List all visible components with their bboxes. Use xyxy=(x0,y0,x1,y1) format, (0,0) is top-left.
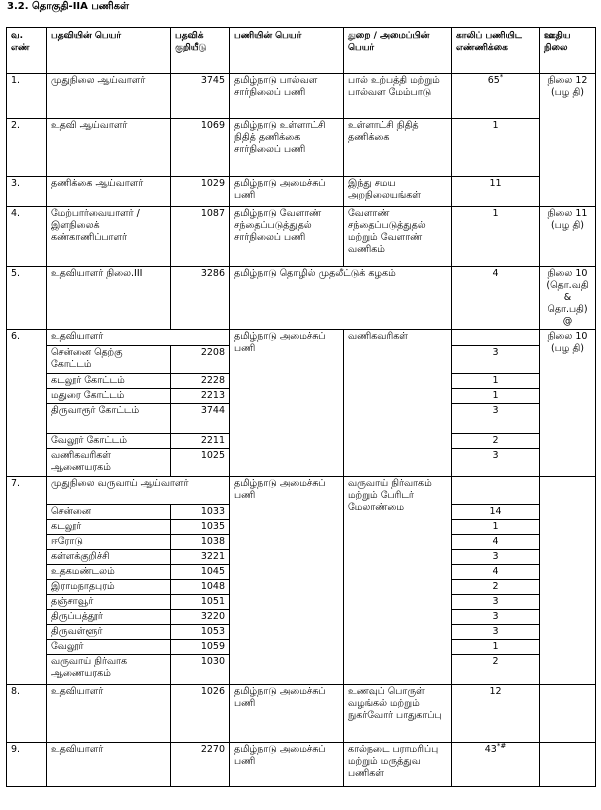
table-row xyxy=(7,177,596,207)
dept-cell: இந்து சமய அறநிலையங்கள் xyxy=(344,177,452,207)
code-cell: 3286 xyxy=(171,267,230,330)
section-heading: 3.2. தொகுதி-IIA பணிகள் xyxy=(7,1,130,12)
code-cell: 3745 xyxy=(171,74,230,119)
sub-code-cell: 1045 xyxy=(171,565,230,580)
sub-code-cell: 1051 xyxy=(171,595,230,610)
dept-cell: உணவுப் பொருள் வழங்கல் மற்றும் நுகர்வோர் பாதுகாப்பு xyxy=(344,685,452,743)
service-cell: தமிழ்நாடு அமைச்சுப் பணி xyxy=(230,477,344,685)
sub-vac-cell: 2 xyxy=(452,434,540,449)
serial-cell: 5. xyxy=(7,267,47,330)
col-post-name: பதவியின் பெயர் xyxy=(47,28,171,74)
service-cell: தமிழ்நாடு வேளாண் சந்தைப்படுத்துதல் சார்நிலைப் பணி xyxy=(230,207,344,267)
post-cell: உதவி ஆய்வாளர் xyxy=(47,119,171,177)
sub-post-cell: திருவாரூர் கோட்டம் xyxy=(47,404,171,434)
code-cell: 1087 xyxy=(171,207,230,267)
sub-post-cell: ஈரோடு xyxy=(47,535,171,550)
serial-cell: 8. xyxy=(7,685,47,743)
serial-cell: 9. xyxy=(7,743,47,787)
sub-code-cell: 1048 xyxy=(171,580,230,595)
service-cell: தமிழ்நாடு உள்ளாட்சி நிதித் தணிக்கை சார்நிலைப் பணி xyxy=(230,119,344,177)
level-cell: நிலை 10 (தொ.வதி & தொ.பதி) @ xyxy=(540,267,596,330)
table-row xyxy=(7,207,596,267)
sub-vac-cell: 1 xyxy=(452,374,540,389)
sub-post-cell: மதுரை கோட்டம் xyxy=(47,389,171,404)
dept-cell: வேளாண் சந்தைப்படுத்துதல் மற்றும் வேளாண் வணிகம் xyxy=(344,207,452,267)
dept-cell: வணிகவரிகள் xyxy=(344,330,452,477)
post-cell: உதவியாளர் xyxy=(47,685,171,743)
vac-mark: *# xyxy=(496,742,507,750)
post-cell: முதுநிலை ஆய்வாளர் xyxy=(47,74,171,119)
service-cell: தமிழ்நாடு அமைச்சுப் பணி xyxy=(230,330,344,477)
table-row xyxy=(7,119,596,177)
col-pay-level: ஊதிய நிலை xyxy=(540,28,596,74)
posts-table xyxy=(6,27,596,787)
sub-code-cell: 2211 xyxy=(171,434,230,449)
sub-code-cell: 1025 xyxy=(171,449,230,477)
dept-cell: உள்ளாட்சி நிதித் தணிக்கை xyxy=(344,119,452,177)
col-service-name: பணியின் பெயர் xyxy=(230,28,344,74)
sub-vac-cell: 3 xyxy=(452,625,540,640)
sub-post-cell: தஞ்சாவூர் xyxy=(47,595,171,610)
post-cell: உதவியாளர் xyxy=(47,330,230,346)
sub-post-cell: சென்னை தெற்கு கோட்டம் xyxy=(47,346,171,374)
sub-code-cell: 1030 xyxy=(171,655,230,685)
vac-mark: * xyxy=(499,73,504,81)
dept-cell: வருவாய் நிர்வாகம் மற்றும் பேரிடர் மேலாண்மை xyxy=(344,477,452,685)
sub-vac-cell: 2 xyxy=(452,580,540,595)
vac-cell: 11 xyxy=(452,177,540,207)
code-cell: 1026 xyxy=(171,685,230,743)
sub-vac-cell: 1 xyxy=(452,640,540,655)
sub-code-cell: 1038 xyxy=(171,535,230,550)
post-cell: மேற்பார்வையாளர் / இளநிலைக் கண்காணிப்பாளர் xyxy=(47,207,171,267)
service-cell: தமிழ்நாடு அமைச்சுப் பணி xyxy=(230,177,344,207)
vac-value: 65 xyxy=(487,75,500,86)
sub-code-cell: 1035 xyxy=(171,520,230,535)
sub-post-cell: சென்னை xyxy=(47,505,171,520)
post-cell: உதவியாளர் நிலை.III xyxy=(47,267,171,330)
col-vacancies: காலிப் பணியிட எண்ணிக்கை xyxy=(452,28,540,74)
service-cell: தமிழ்நாடு அமைச்சுப் பணி xyxy=(230,743,344,787)
vac-cell: 1 xyxy=(452,119,540,177)
sub-vac-cell: 1 xyxy=(452,389,540,404)
header-row xyxy=(7,28,596,74)
table-row xyxy=(7,330,596,346)
sub-code-cell: 3221 xyxy=(171,550,230,565)
service-cell: தமிழ்நாடு அமைச்சுப் பணி xyxy=(230,685,344,743)
vac-cell xyxy=(452,743,540,787)
code-cell: 1069 xyxy=(171,119,230,177)
sub-post-cell: கடலூர் கோட்டம் xyxy=(47,374,171,389)
sub-vac-cell: 14 xyxy=(452,505,540,520)
sub-post-cell: வேலூர் கோட்டம் xyxy=(47,434,171,449)
vac-cell xyxy=(452,74,540,119)
sub-vac-cell: 3 xyxy=(452,404,540,434)
sub-vac-cell: 3 xyxy=(452,595,540,610)
serial-cell: 6. xyxy=(7,330,47,477)
sub-code-cell: 3744 xyxy=(171,404,230,434)
code-cell: 2270 xyxy=(171,743,230,787)
vac-cell xyxy=(452,330,540,346)
serial-cell: 3. xyxy=(7,177,47,207)
serial-cell: 1. xyxy=(7,74,47,119)
vac-cell: 4 xyxy=(452,267,540,330)
dept-cell: பால் உற்பத்தி மற்றும் பால்வள மேம்பாடு xyxy=(344,74,452,119)
sub-code-cell: 1053 xyxy=(171,625,230,640)
level-cell xyxy=(540,477,596,685)
post-cell: தணிக்கை ஆய்வாளர் xyxy=(47,177,171,207)
sub-post-cell: இராமநாதபுரம் xyxy=(47,580,171,595)
sub-vac-cell: 3 xyxy=(452,610,540,625)
level-cell: நிலை 10 (பழ தி) xyxy=(540,330,596,477)
serial-cell: 2. xyxy=(7,119,47,177)
sub-post-cell: வேலூர் xyxy=(47,640,171,655)
table-row xyxy=(7,685,596,743)
post-cell: உதவியாளர் xyxy=(47,743,171,787)
sub-post-cell: கள்ளக்குறிச்சி xyxy=(47,550,171,565)
table-row xyxy=(7,477,596,505)
post-cell: முதுநிலை வருவாய் ஆய்வாளர் xyxy=(47,477,230,505)
table-row xyxy=(7,743,596,787)
sub-post-cell: உதகமண்டலம் xyxy=(47,565,171,580)
sub-vac-cell: 1 xyxy=(452,520,540,535)
sub-vac-cell: 2 xyxy=(452,655,540,685)
service-cell: தமிழ்நாடு பால்வள சார்நிலைப் பணி xyxy=(230,74,344,119)
sub-post-cell: திருப்பத்தூர் xyxy=(47,610,171,625)
sub-vac-cell: 4 xyxy=(452,535,540,550)
code-cell: 1029 xyxy=(171,177,230,207)
sub-vac-cell: 4 xyxy=(452,565,540,580)
sub-post-cell: வருவாய் நிர்வாக ஆணையரகம் xyxy=(47,655,171,685)
sub-post-cell: கடலூர் xyxy=(47,520,171,535)
level-cell: நிலை 11 (பழ தி) xyxy=(540,207,596,267)
col-department: துறை / அமைப்பின் பெயர் xyxy=(344,28,452,74)
vac-cell: 12 xyxy=(452,685,540,743)
serial-cell: 7. xyxy=(7,477,47,685)
sub-post-cell: வணிகவரிகள் ஆணையரகம் xyxy=(47,449,171,477)
sub-post-cell: திருவள்ளூர் xyxy=(47,625,171,640)
dept-cell: கால்நடை பராமரிப்பு மற்றும் மருத்துவ பணிகள் xyxy=(344,743,452,787)
table-row xyxy=(7,74,596,119)
vac-cell: 1 xyxy=(452,207,540,267)
col-serial: வ. எண் xyxy=(7,28,47,74)
sub-code-cell: 3220 xyxy=(171,610,230,625)
sub-vac-cell: 3 xyxy=(452,346,540,374)
sub-code-cell: 1033 xyxy=(171,505,230,520)
table-row xyxy=(7,267,596,330)
vac-cell xyxy=(452,477,540,505)
sub-code-cell: 2213 xyxy=(171,389,230,404)
serial-cell: 4. xyxy=(7,207,47,267)
level-cell xyxy=(540,743,596,787)
sub-code-cell: 1059 xyxy=(171,640,230,655)
sub-code-cell: 2208 xyxy=(171,346,230,374)
sub-vac-cell: 3 xyxy=(452,550,540,565)
level-cell: நிலை 12 (பழ தி) xyxy=(540,74,596,207)
sub-code-cell: 2228 xyxy=(171,374,230,389)
col-post-code: பதவிக் குறியீடு xyxy=(171,28,230,74)
sub-vac-cell: 3 xyxy=(452,449,540,477)
level-cell xyxy=(540,685,596,743)
service-cell: தமிழ்நாடு தொழில் முதலீட்டுக் கழகம் xyxy=(230,267,452,330)
vac-value: 43 xyxy=(484,744,497,755)
